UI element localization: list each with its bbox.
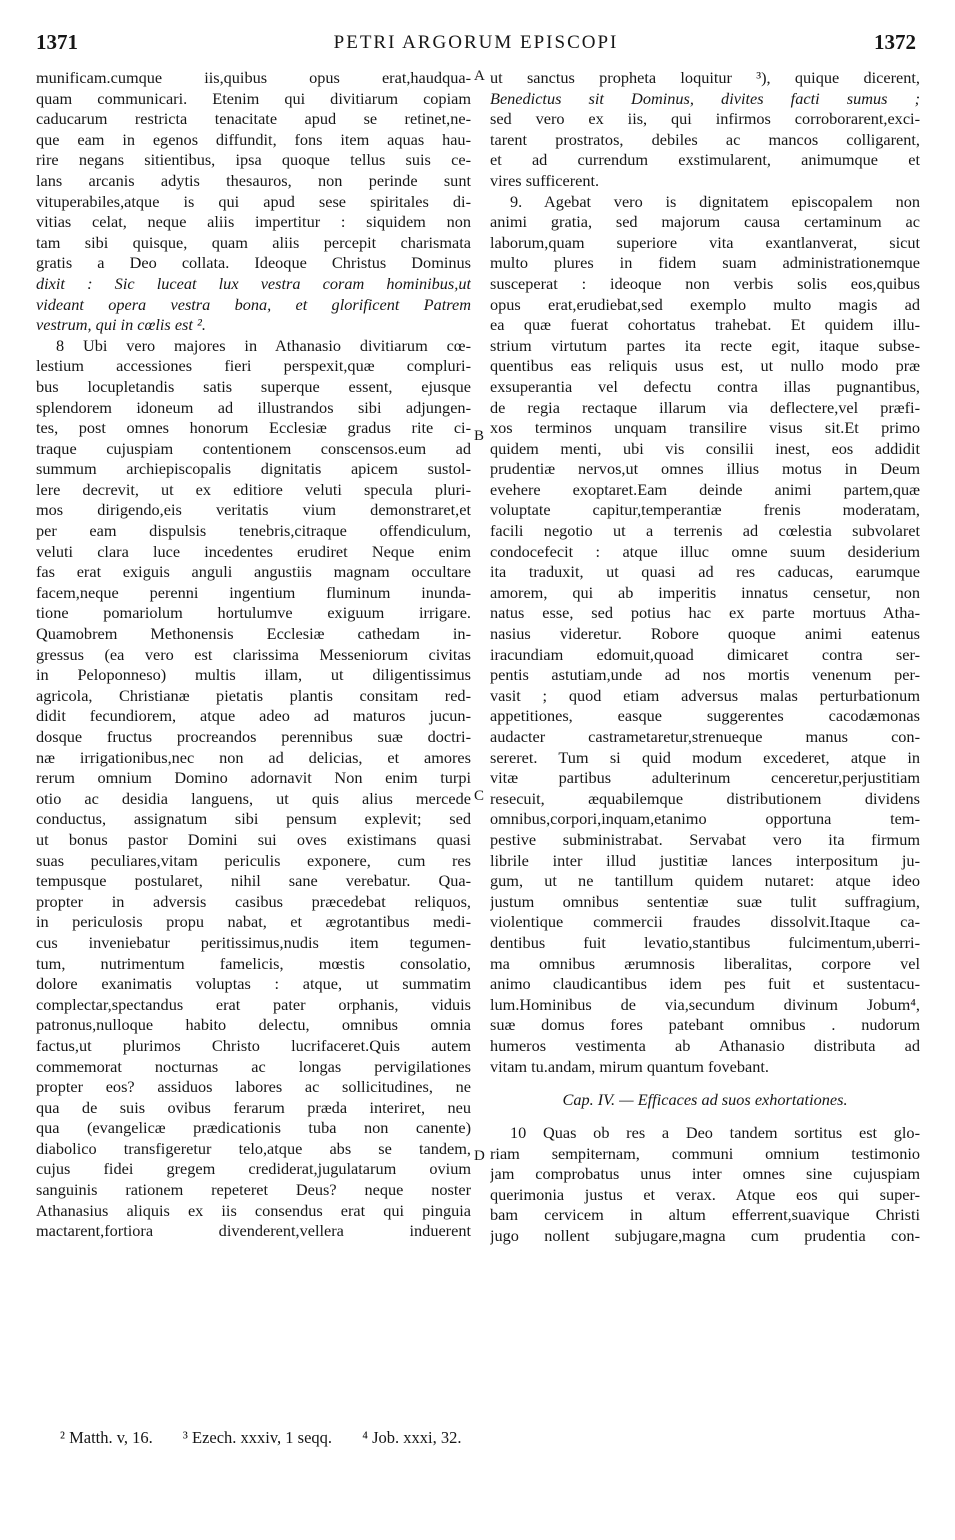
text-line: librile inter illud justitiæ lances interpositum ju- xyxy=(490,850,920,870)
scripture-quote-line: dixit : Sic luceat lux vestra coram hominibus,ut xyxy=(36,273,471,293)
text-line: ut sanctus propheta loquitur ³), quique dicerent, xyxy=(490,68,920,87)
text-line: ma omnibus ærumnosis liberalitas, corpore vel xyxy=(490,953,920,973)
text-line: quidem menti, ubi vis consilii inest, eos addidit xyxy=(490,438,920,458)
text-line: munificam.cumque iis,quibus opus erat,haudqua- xyxy=(36,68,471,87)
text-line: pentis astutiam,unde ad nos mortis venenum per- xyxy=(490,665,920,685)
text-line: tam sibi quisque, quam aliis percepit charismata xyxy=(36,232,471,252)
text-line: quam communicari. Etenim qui divitiarum copiam xyxy=(36,88,471,108)
text-line: vires sufficerent. xyxy=(490,170,600,190)
text-line: exsuperantia vel defectu contra illas pugnantibus, xyxy=(490,376,920,396)
text-line: gum, ut ne tantillum quidem nutaret: atque ideo xyxy=(490,871,920,891)
text-line: riam sempiternam, communi omnium testimonio xyxy=(490,1143,920,1163)
left-text-column xyxy=(36,68,471,1242)
scripture-quote-line: vestrum, qui in cœlis est ². xyxy=(36,315,206,335)
text-line: sereret. Tum si quid modum excederet, atque in xyxy=(490,747,920,767)
text-line: tempusque postularet, nihil sane verebatur. Qua- xyxy=(36,871,471,891)
text-line: summum archiepiscopalis dignitatis apicem sustol- xyxy=(36,459,471,479)
text-line: evehere exoptaret.Eam deinde animi partem,quæ xyxy=(490,479,920,499)
text-line: propter eos? assiduos labores ac sollicitudines, ne xyxy=(36,1077,471,1097)
text-line: tione pomariolum hortulumve exiguum irrigare. xyxy=(36,603,471,623)
footnote-3: ³ Ezech. xxxiv, 1 seqq. xyxy=(182,1428,333,1447)
text-line: suas peculiares,vitam periculis exponere, cum res xyxy=(36,850,471,870)
text-line: per eam dispulsis tenebris,citraque offendiculum, xyxy=(36,521,471,541)
text-line: humeros vestimenta ab Athanasio distributa ad xyxy=(490,1035,920,1055)
text-line: in periculosis propu nabat, et ægrotantibus medi- xyxy=(36,912,471,932)
running-title: PETRI ARGORUM EPISCOPI xyxy=(333,32,619,53)
text-line: opus erat,erudiebat,sed exemplo multo magis ad xyxy=(490,294,920,314)
text-line: mos dirigendo,eis veritatis vium demonstraret,et xyxy=(36,500,471,520)
scripture-quote-line: videant opera vestra bona, et glorificent Patrem xyxy=(36,294,471,314)
paragraph-10-start: 10 Quas ob res a Deo tandem sortitus est glo- xyxy=(510,1123,920,1143)
text-line: natus esse, sed potius hac ex parte mortuus Atha- xyxy=(490,603,920,623)
margin-marker-a: A xyxy=(474,68,485,84)
text-line: suæ domus fores patebant omnibus . nudorum xyxy=(490,1015,920,1035)
text-line: facem,neque perenni ingentium fluminum inunda- xyxy=(36,582,471,602)
page-number-right: 1372 xyxy=(874,30,916,54)
text-line: gratis a Deo collata. Ideoque Christus Dominus xyxy=(36,253,471,273)
text-line: complectar,spectandus erat pater orphanis, viduis xyxy=(36,994,471,1014)
text-line: animi gratia, sed majorum causa certaminum ac xyxy=(490,212,920,232)
text-line: ut bonus pastor Domini sui oves existimans quasi xyxy=(36,829,471,849)
text-line: vasit ; quod etiam adversus malas perturbationum xyxy=(490,685,920,705)
text-line: Quamobrem Methonensis Ecclesiæ cathedam in- xyxy=(36,624,471,644)
text-line: lum.Hominibus de via,secundum divinum Jobum⁴, xyxy=(490,994,920,1014)
text-line: ita traduxit, ut quasi ad res caducas, earumque xyxy=(490,562,920,582)
paragraph-8-start: 8 Ubi vero majores in Athanasio divitiarum cœ- xyxy=(56,335,471,355)
text-line: caducarum restricta tenacitate apud se retinet,ne- xyxy=(36,109,471,129)
text-line: veluti clara luce incedentes erudiret Neque enim xyxy=(36,541,471,561)
text-line: gressus (ea vero est clarissima Messeniorum civitas xyxy=(36,644,471,664)
chapter-heading: Cap. IV. — Efficaces ad suos exhortationes. xyxy=(562,1090,848,1110)
margin-marker-d: D xyxy=(474,1148,485,1164)
text-line: dosque fructus procreandos perennibus suæ doctri- xyxy=(36,727,471,746)
text-line: dolore exanimatis voluptas : atque, ut summatim xyxy=(36,974,471,994)
text-line: ea quæ fuerat cohortatus trahebat. Et quidem illu- xyxy=(490,315,920,335)
text-line: vituperabiles,atque is qui apud sese spiritales di- xyxy=(36,191,471,211)
text-line: resecuit, æquabilemque distributionem dividens xyxy=(490,788,920,808)
text-line: næ irrigationibus,nec non ad delicias, et amores xyxy=(36,747,471,767)
footnote-4: ⁴ Job. xxxi, 32. xyxy=(362,1428,462,1447)
text-line: tarent prostratos, debiles ac mancos colligarent, xyxy=(490,129,920,149)
text-line: vitias celat, neque aliis impertitur : siquidem non xyxy=(36,212,471,232)
footnotes xyxy=(60,1428,487,1448)
text-line: facili negotio ut a terrenis ad cœlestia subvolaret xyxy=(490,521,920,541)
text-line: vitæ partibus adulterinum cenceretur,perjustitiam xyxy=(490,768,920,788)
text-line: tes, post omnes honorum Ecclesiæ gradus rite ci- xyxy=(36,418,471,438)
text-line: voluptate capitur,temperantiæ frenis moderatam, xyxy=(490,500,920,520)
text-line: pestive subministrabat. Servabat vero ita firmum xyxy=(490,829,920,849)
page-number-left: 1371 xyxy=(36,30,78,54)
text-line: rerum omnium Domino adornavit Non enim turpi xyxy=(36,768,471,788)
text-line: quentibus eas reliquis usus est, ut nullo modo præ xyxy=(490,356,920,376)
text-line: lestium accessiones fieri perspexit,quæ compluri- xyxy=(36,356,471,376)
text-line: xos terminos unquam transilire visus sit.Et primo xyxy=(490,418,920,438)
margin-marker-c: C xyxy=(474,788,485,804)
text-line: cus inveniebatur peritissimus,nudis item tegumen- xyxy=(36,932,471,952)
text-line: de regia rectaque illarum via deflectere,vel præfi- xyxy=(490,397,920,417)
text-line: fas erat exiguis anguli angustiis magnam occultare xyxy=(36,562,471,582)
text-line: vitam tu.andam, mirum quantum fovebant. xyxy=(490,1056,769,1076)
text-line: in Peloponneso) multis illam, ut diligentissimus xyxy=(36,665,471,685)
text-line: didit fecundiorem, atque adeo ad maturos jucun- xyxy=(36,706,471,726)
page-header xyxy=(36,30,916,58)
text-line: sed vero ex iis, qui infirmos corroborarent,exci- xyxy=(490,109,920,129)
text-line: diabolico transfigeretur telo,atque abs se tandem, xyxy=(36,1138,471,1158)
text-line: conductus, assignatum sibi pensum explevit; sed xyxy=(36,809,471,829)
text-line: appetitiones, easque suggerentes cacodæmonas xyxy=(490,706,920,726)
text-line: et ad currendum exstimularent, animumque et xyxy=(490,150,920,170)
text-line: lans arcanis adytis thesauros, non perinde sunt xyxy=(36,170,471,190)
spacer xyxy=(490,1077,920,1087)
text-line: justum omnibus sententiæ suæ tulit suffragium, xyxy=(490,891,920,911)
text-line: qua (evangelicæ prædicationis tuba non canente) xyxy=(36,1118,471,1138)
text-line: splendorem idoneum ad illustrandos sibi adjungen- xyxy=(36,397,471,417)
right-text-column xyxy=(490,68,920,1247)
footnote-2: ² Matth. v, 16. xyxy=(60,1428,153,1447)
spacer xyxy=(490,1113,920,1123)
text-line: sanguinis rationem repeteret Deus? neque noster xyxy=(36,1180,471,1200)
text-line: laborum,quam superiore vita exantlanverat, sicut xyxy=(490,232,920,252)
text-line: lere decrevit, ut ex editiore veluti specula pluri- xyxy=(36,479,471,499)
text-line: qua de suis ovibus ferarum præda interiret, neu xyxy=(36,1097,471,1117)
text-line: patronus,nulloque habito delectu, omnibus omnia xyxy=(36,1015,471,1035)
paragraph-9-start: 9. Agebat vero is dignitatem episcopalem non xyxy=(510,191,920,211)
text-line: factus,ut plurimos Christo lucrifaceret.Quis autem xyxy=(36,1035,471,1055)
text-line: iracundiam edomuit,quoad dimicaret contra ser- xyxy=(490,644,920,664)
margin-marker-b: B xyxy=(474,428,485,444)
text-line: que eam in egenos diffundit, fons item aquas hau- xyxy=(36,129,471,149)
text-line: condocefecit : atque illuc omne suum desiderium xyxy=(490,541,920,561)
text-line: dentibus fuit levatio,stantibus fulcimentum,uberri- xyxy=(490,932,920,952)
text-line: agricola, Christianæ pietatis plantis consitam red- xyxy=(36,685,471,705)
text-line: tum, nutrimentum famelicis, mœstis consolatio, xyxy=(36,953,471,973)
text-line: otio ac desidia languens, ut quis alius mercede xyxy=(36,788,471,808)
text-line: prudentiæ nervos,ut omnes illius motus in Deum xyxy=(490,459,920,479)
text-line: strium virtutum partes ita recte egit, itaque subse- xyxy=(490,335,920,355)
text-line: querimonia justus et verax. Atque eos qui super- xyxy=(490,1184,920,1204)
text-line: traque cujuspiam contentionem conscensos.eum ad xyxy=(36,438,471,458)
text-line: animo claudicantibus idem pes fuit et sustentacu- xyxy=(490,974,920,994)
text-line: amorem, qui ab imperitis innatus censetur, non xyxy=(490,582,920,602)
text-line: nasius videretur. Robore quoque animi eatenus xyxy=(490,624,920,644)
text-line: mactarent,fortiora divenderent,vellera induerent xyxy=(36,1221,471,1241)
text-line: Athanasius aliquis ex iis consendus erat qui pinguia xyxy=(36,1200,471,1220)
text-line: violentique commercii fraudes dissolvit.Itaque ca- xyxy=(490,912,920,932)
text-line: susceperat : ideoque non verbis solis eos,quibus xyxy=(490,273,920,293)
text-line: multo plures in fidem suam administrationemque xyxy=(490,253,920,273)
text-line: bus locupletandis satis superque essent, ejusque xyxy=(36,376,471,396)
text-line: cujus fidei gregem crediderat,jugulatarum ovium xyxy=(36,1159,471,1179)
text-line: propter in adversis casibus præcedebat reliquos, xyxy=(36,891,471,911)
scripture-quote-line: Benedictus sit Dominus, divites facti sumus ; xyxy=(490,88,920,108)
text-line: rire negans sitientibus, ipsa quoque tellus suis ce- xyxy=(36,150,471,170)
text-line: jugo nollent subjugare,magna cum prudentia con- xyxy=(490,1226,920,1246)
text-line: commemorat nocturnas ac longas pervigilationes xyxy=(36,1056,471,1076)
text-line: omnibus,corpori,inquam,etanimo opportuna tem- xyxy=(490,809,920,829)
text-line: jam comprobatus unus inter omnes sine cujuspiam xyxy=(490,1164,920,1184)
text-line: audacter castrametaretur,strenueque manus con- xyxy=(490,727,920,746)
text-line: bam cervicem in altum efferrent,suavique Christi xyxy=(490,1205,920,1225)
